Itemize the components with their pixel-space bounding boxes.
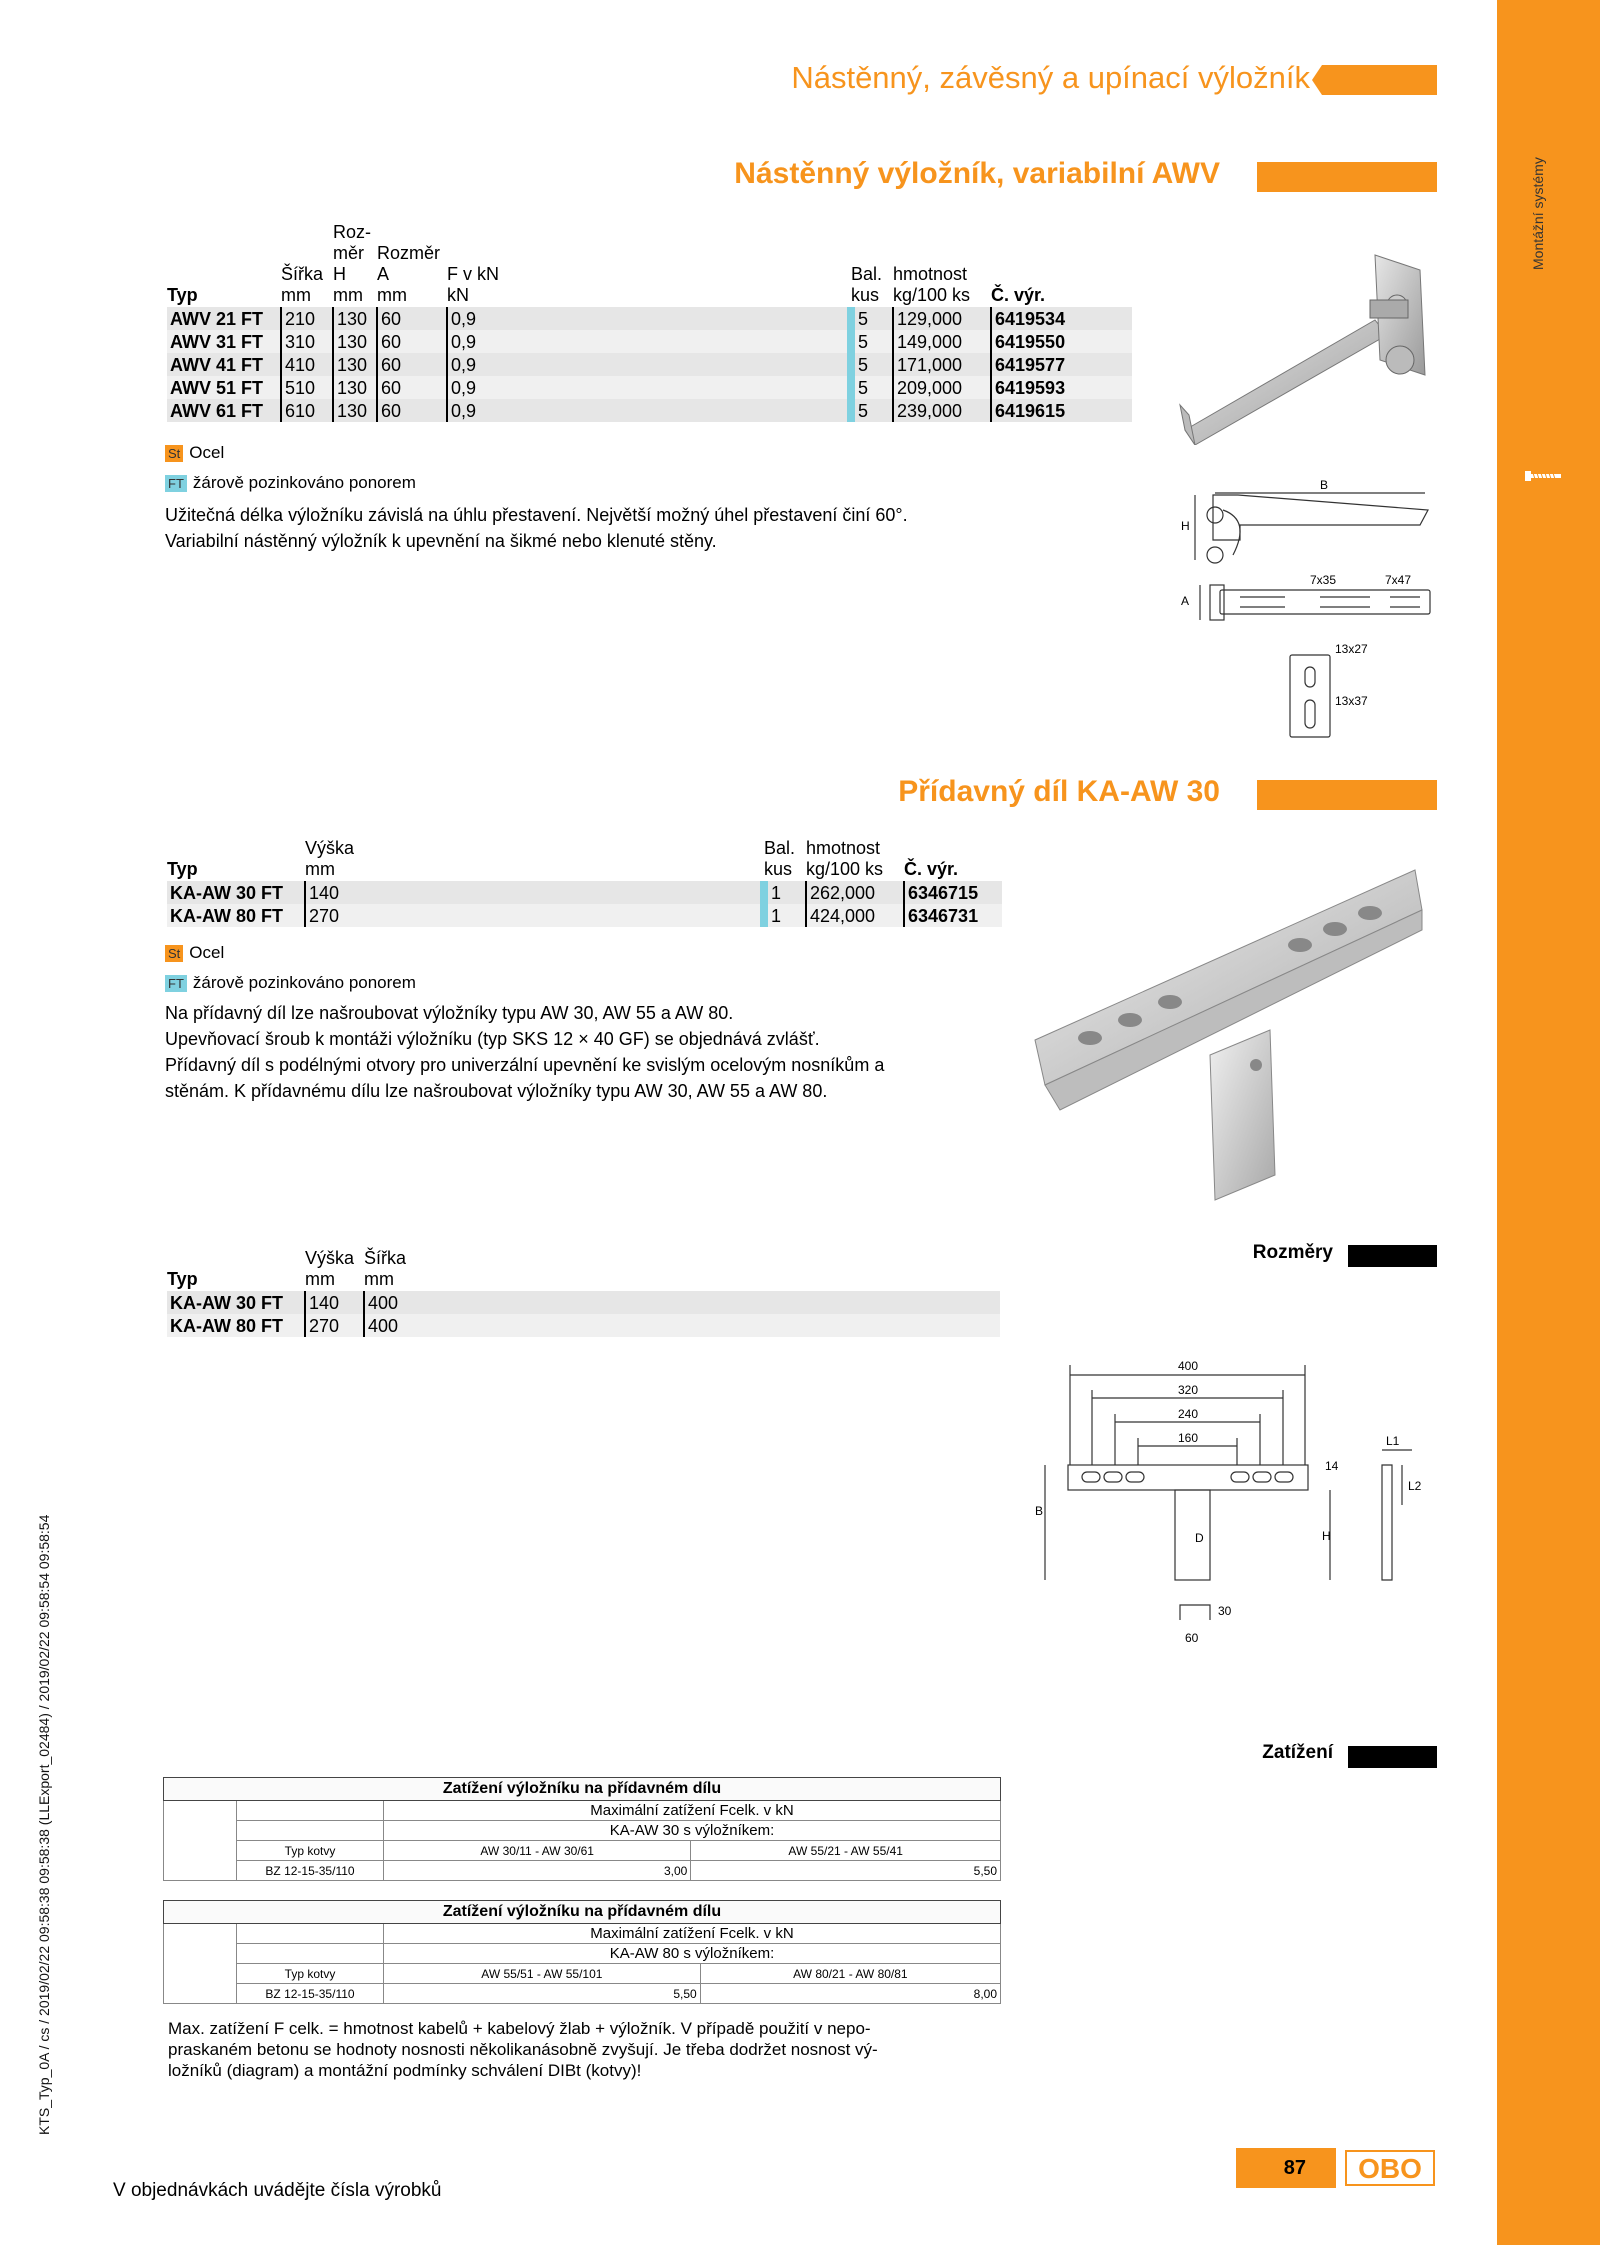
table-row: KA-AW 30 FT 140 1 262,000 6346715 xyxy=(167,881,1002,904)
dim-240: 240 xyxy=(1178,1407,1199,1421)
col-bal: Bal. kus xyxy=(851,264,883,305)
section-title-awv: Nástěnný výložník, variabilní AWV xyxy=(734,157,1220,190)
side-code: KTS_Typ_0A / cs / 2019/02/22 09:58:38 09:58:38 (LLExport_02484) / 2019/02/22 09:58:54 09:58:54 xyxy=(36,1514,52,2135)
load-table-2: Zatížení výložníku na přídavném dílu Maximální zatížení Fcelk. v kN KA-AW 80 s výložníkem: Typ kotvy AW 55/51 - AW 55/101 AW 80/21 - AW 80/81 BZ 12-15-35/110 5,50 8,00 xyxy=(163,1900,1001,2004)
col-hmotnost: hmotnost kg/100 ks xyxy=(806,838,884,879)
obo-logo xyxy=(1345,2150,1435,2186)
dim-slot2: 13x37 xyxy=(1335,694,1368,708)
dim-b: B xyxy=(1320,478,1329,492)
table-row: AWV 41 FT 410 130 60 0,9 5 171,000 6419577 xyxy=(167,353,1132,376)
ka-description: Na přídavný díl lze našroubovat výložníky typu AW 30, AW 55 a AW 80. Upevňovací šroub k montáži výložníku (typ SKS 12 × 40 GF) se objednává zvlášť. Přídavný díl s podélnými otvory pro univerzální upevnění ke svislým ocelovým nosníkům a stěnám. K přídavnému dílu lze našroubovat výložníky typu AW 30, AW 55 a AW 80. xyxy=(165,1003,885,1101)
table-row: AWV 51 FT 510 130 60 0,9 5 209,000 6419593 xyxy=(167,376,1132,399)
material-ft: FT žárově pozinkováno ponorem xyxy=(165,473,416,493)
table-row: AWV 21 FT 210 130 60 0,9 5 129,000 6419534 xyxy=(167,307,1132,330)
load-table-title: Zatížení výložníku na přídavném dílu xyxy=(164,1778,1001,1801)
col-cvyr: Č. výr. xyxy=(991,285,1046,305)
page-number-tab xyxy=(1236,2148,1336,2188)
header-tab xyxy=(1322,65,1437,95)
block-title-load: Zatížení xyxy=(1262,1742,1333,1763)
col-cvyr: Č. výr. xyxy=(904,859,959,879)
col-fv: F v kN kN xyxy=(447,264,499,305)
material-steel: St Ocel xyxy=(165,943,224,963)
dims-table xyxy=(167,1248,1000,1337)
table-row: AWV 31 FT 310 130 60 0,9 5 149,000 6419550 xyxy=(167,330,1132,353)
load-table-title: Zatížení výložníku na přídavném dílu xyxy=(164,1901,1001,1924)
dim-hole2: 7x47 xyxy=(1385,573,1412,587)
dim-320: 320 xyxy=(1178,1383,1199,1397)
col-rozmer-a: Rozměr A mm xyxy=(377,243,441,305)
dim-hole1: 7x35 xyxy=(1310,573,1337,587)
load-table-1: Zatížení výložníku na přídavném dílu Maximální zatížení Fcelk. v kN KA-AW 30 s výložníkem: Typ kotvy AW 30/11 - AW 30/61 AW 55/21 - AW 55/41 BZ 12-15-35/110 3,00 5,50 xyxy=(163,1777,1001,1881)
block-title-dims: Rozměry xyxy=(1252,1242,1333,1263)
dim-14: 14 xyxy=(1325,1459,1339,1473)
awv-description: Užitečná délka výložníku závislá na úhlu přestavení. Největší možný úhel přestavení činí 60°. Variabilní nástěnný výložník k upevnění na šikmé nebo klenuté stěny. xyxy=(165,505,908,551)
dim-b: B xyxy=(1035,1504,1044,1518)
material-steel: St Ocel xyxy=(165,443,224,463)
page-title: Nástěnný, závěsný a upínací výložník xyxy=(791,60,1310,95)
col-rozmer-h: Roz- měr H mm xyxy=(333,222,372,305)
dim-60: 60 xyxy=(1185,1631,1199,1645)
table-row: KA-AW 30 FT 140 400 xyxy=(167,1291,1000,1314)
dim-l2: L2 xyxy=(1408,1479,1422,1493)
awv-product-image xyxy=(1175,245,1440,445)
awv-product-table xyxy=(167,222,1132,422)
table-row: AWV 61 FT 610 130 60 0,9 5 239,000 6419615 xyxy=(167,399,1132,422)
col-bal: Bal. kus xyxy=(764,838,796,879)
sidebar-stripe xyxy=(1497,0,1600,2245)
block-bar-dims xyxy=(1348,1245,1437,1267)
ka-product-table xyxy=(167,838,1002,927)
ka-technical-drawing xyxy=(1030,1350,1435,1660)
dim-d: D xyxy=(1195,1531,1204,1545)
section-bar-ka xyxy=(1257,780,1437,810)
awv-technical-drawing xyxy=(1175,475,1440,745)
dim-a: A xyxy=(1181,594,1190,608)
dim-slot1: 13x27 xyxy=(1335,642,1368,656)
table-row: KA-AW 80 FT 270 1 424,000 6346731 xyxy=(167,904,1002,927)
page-number: 87 xyxy=(1283,2157,1306,2179)
dim-400: 400 xyxy=(1178,1359,1199,1373)
svg-text:OBO: OBO xyxy=(1358,2153,1422,2184)
table-row: KA-AW 80 FT 270 400 xyxy=(167,1314,1000,1337)
dim-30: 30 xyxy=(1218,1604,1232,1618)
screw-icon xyxy=(1525,468,1565,484)
material-ft: FT žárově pozinkováno ponorem xyxy=(165,973,416,993)
col-vyska: Výška mm xyxy=(305,1248,355,1289)
order-note: V objednávkách uvádějte čísla výrobků xyxy=(113,2180,442,2201)
dim-h: H xyxy=(1322,1529,1331,1543)
sidebar-label: Montážní systémy xyxy=(1530,157,1546,270)
dim-h: H xyxy=(1181,519,1190,533)
dim-l1: L1 xyxy=(1386,1434,1400,1448)
col-typ: Typ xyxy=(167,859,198,879)
col-typ: Typ xyxy=(167,1269,198,1289)
col-hmotnost: hmotnost kg/100 ks xyxy=(893,264,971,305)
ka-product-image xyxy=(1030,860,1430,1210)
col-typ: Typ xyxy=(167,285,198,305)
col-vyska: Výška mm xyxy=(305,838,355,879)
section-title-ka: Přídavný díl KA-AW 30 xyxy=(898,775,1220,808)
col-sirka: Šířka mm xyxy=(364,1248,407,1289)
col-sirka: Šířka mm xyxy=(281,264,324,305)
load-note: Max. zatížení F celk. = hmotnost kabelů + kabelový žlab + výložník. V případě použití v nepo- praskaném betonu se hodnoty nosnosti několikanásobně zvyšují. Je třeba dodržet nosnost vý- ložníků (diagram) a montážní podmínky schválení DIBt (kotvy)! xyxy=(168,2019,878,2080)
dim-160: 160 xyxy=(1178,1431,1199,1445)
block-bar-load xyxy=(1348,1746,1437,1768)
section-bar-awv xyxy=(1257,162,1437,192)
